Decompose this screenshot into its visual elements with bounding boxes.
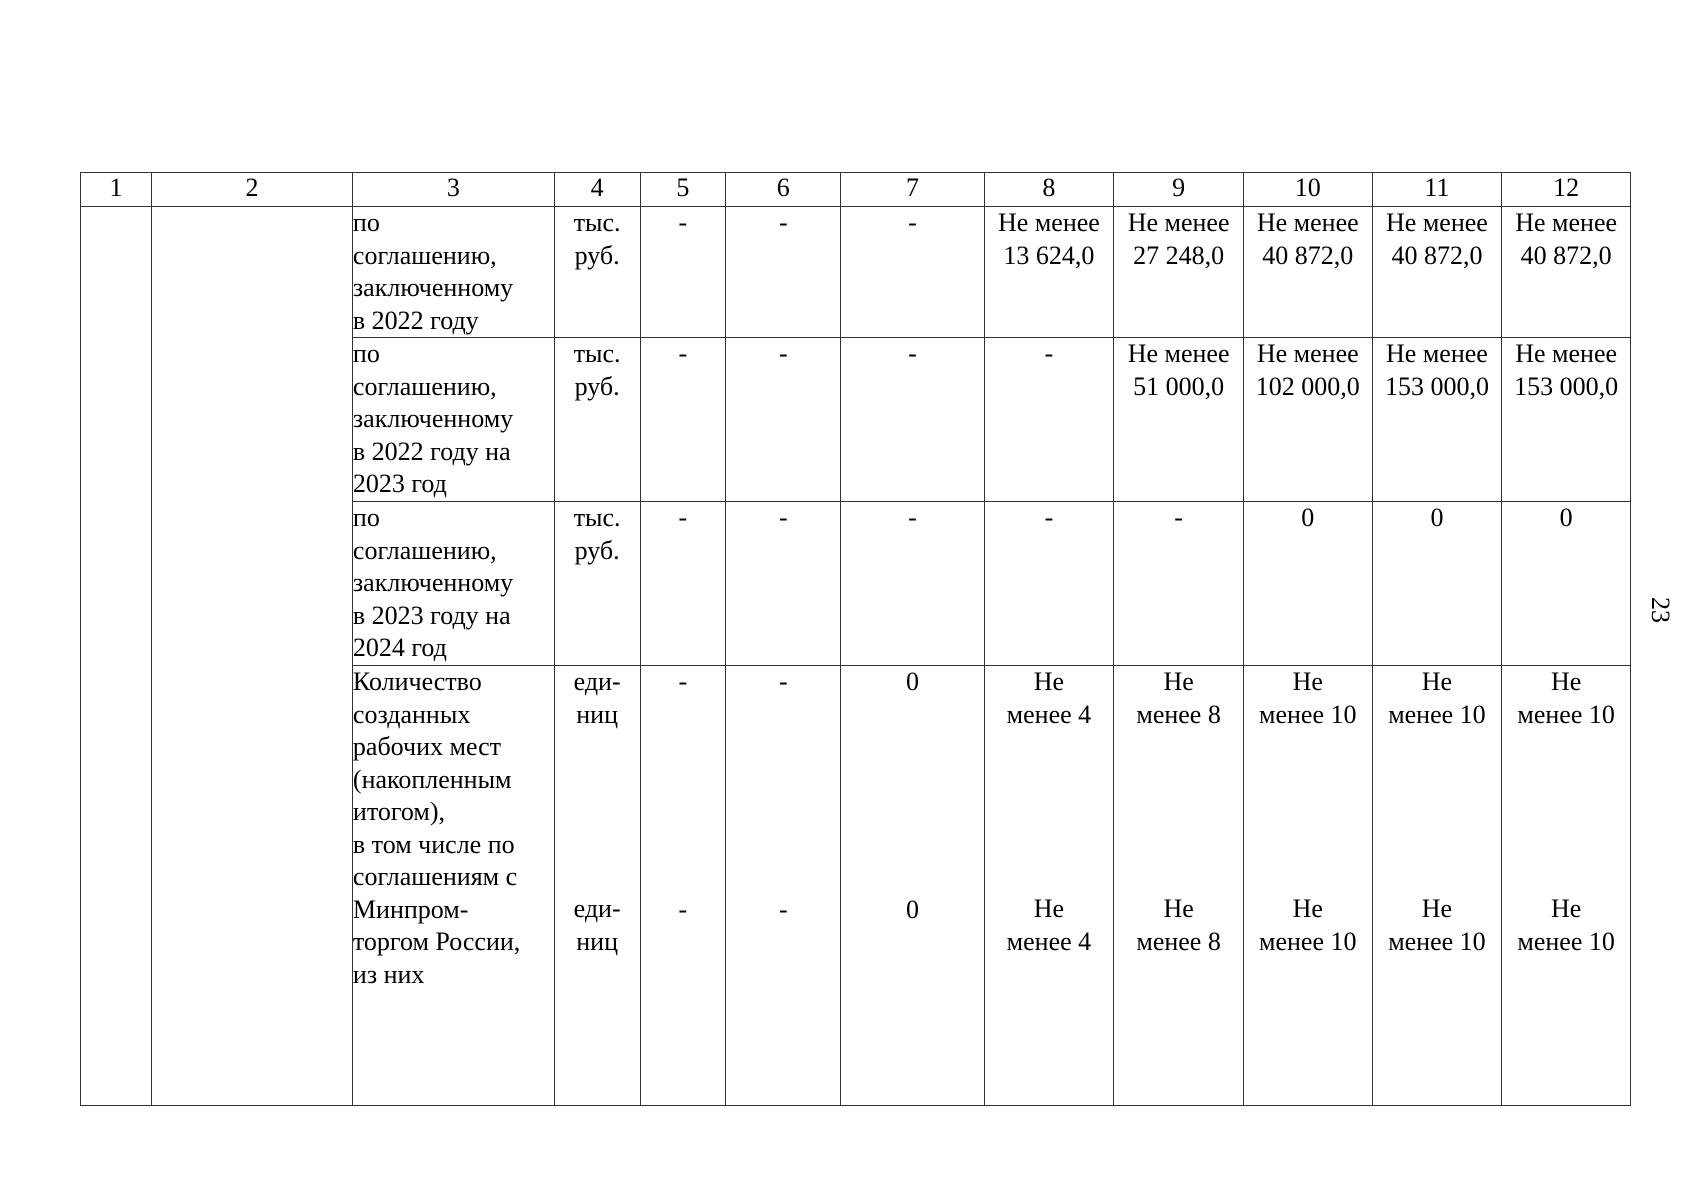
cell-value: Не менее 40 872,0 — [1243, 207, 1372, 338]
column-header-2: 2 — [152, 173, 353, 207]
row-label: по соглашению, заключенному в 2022 году на 2023 год — [352, 338, 554, 502]
cell-value: - — [726, 502, 841, 666]
cell-value: 0 — [1502, 502, 1631, 666]
cell-value: Не менее 153 000,0 — [1502, 338, 1631, 502]
column-header-7: 7 — [841, 173, 984, 207]
cell-value: Не менее 153 000,0 — [1372, 338, 1502, 502]
table-row — [81, 207, 1631, 338]
cell-value: Не менее 10 Не менее 10 — [1372, 666, 1502, 1106]
cell-value: 0 0 — [841, 666, 984, 1106]
page-number: 23 — [1646, 597, 1675, 623]
row-unit: еди- ниц еди- ниц — [554, 666, 640, 1106]
column-header-1: 1 — [81, 173, 152, 207]
column-header-6: 6 — [726, 173, 841, 207]
row-unit: тыс. руб. — [554, 338, 640, 502]
cell-value: - — [841, 502, 984, 666]
cell-value: Не менее 27 248,0 — [1114, 207, 1244, 338]
row-label: Количество созданных рабочих мест (накопленным итогом), в том числе по соглашениям с Минпром- торгом России, из них — [352, 666, 554, 1106]
column-header-12: 12 — [1502, 173, 1631, 207]
row-label: по соглашению, заключенному в 2023 году на 2024 год — [352, 502, 554, 666]
column-header-4: 4 — [554, 173, 640, 207]
cell-value: Не менее 40 872,0 — [1502, 207, 1631, 338]
column-header-10: 10 — [1243, 173, 1372, 207]
cell-value: - — [726, 207, 841, 338]
cell-value: Не менее 13 624,0 — [984, 207, 1114, 338]
cell-value: - — [640, 502, 726, 666]
cell-value: Не менее 4 Не менее 4 — [984, 666, 1114, 1106]
cell-value: - — [640, 338, 726, 502]
row-unit: тыс. руб. — [554, 207, 640, 338]
cell-value: - — [841, 207, 984, 338]
indicators-table — [80, 172, 1631, 1106]
row-label: по соглашению, заключенному в 2022 году — [352, 207, 554, 338]
cell-value: 0 — [1243, 502, 1372, 666]
cell-value: Не менее 10 Не менее 10 — [1243, 666, 1372, 1106]
cell-value: - — [640, 207, 726, 338]
column-header-9: 9 — [1114, 173, 1244, 207]
cell-value: Не менее 8 Не менее 8 — [1114, 666, 1244, 1106]
column-header-8: 8 — [984, 173, 1114, 207]
column-header-5: 5 — [640, 173, 726, 207]
cell-value: Не менее 40 872,0 — [1372, 207, 1502, 338]
cell-col1-empty — [81, 207, 152, 1106]
cell-value: - — [841, 338, 984, 502]
cell-value: - — [1114, 502, 1244, 666]
column-header-11: 11 — [1372, 173, 1502, 207]
column-header-3: 3 — [352, 173, 554, 207]
cell-col2-empty — [152, 207, 353, 1106]
column-number-row — [81, 173, 1631, 207]
cell-value: Не менее 10 Не менее 10 — [1502, 666, 1631, 1106]
cell-value: Не менее 102 000,0 — [1243, 338, 1372, 502]
row-unit: тыс. руб. — [554, 502, 640, 666]
cell-value: - — [984, 502, 1114, 666]
cell-value: - — [984, 338, 1114, 502]
cell-value: - — [726, 338, 841, 502]
cell-value: 0 — [1372, 502, 1502, 666]
cell-value: - - — [726, 666, 841, 1106]
cell-value: - - — [640, 666, 726, 1106]
cell-value: Не менее 51 000,0 — [1114, 338, 1244, 502]
